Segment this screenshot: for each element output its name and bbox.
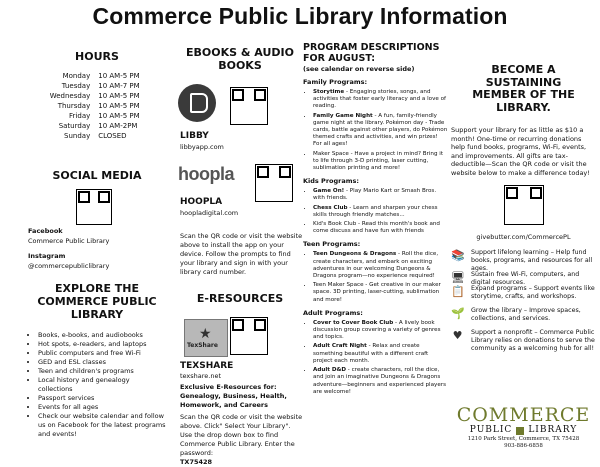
instagram-handle: @commercepubliclibrary [28, 262, 110, 270]
hours-time: 10 AM-5 PM [98, 112, 140, 120]
benefit-text: Sustain free Wi-Fi, computers, and digital resources. [471, 271, 580, 286]
benefit-text: Grow the library – Improve spaces, collections, and services. [471, 307, 581, 322]
list-item: • GED and ESL classes [38, 358, 166, 367]
hours-heading: HOURS [75, 50, 119, 63]
program-title: Adult Craft Night [313, 343, 367, 350]
easel-icon: 📋 [451, 285, 465, 298]
hours-row [40, 71, 148, 81]
explore-heading: EXPLORE THE COMMERCE PUBLIC LIBRARY [37, 282, 157, 321]
star-icon: ★ [199, 326, 212, 342]
list-item: • Local history and genealogy collections [38, 376, 166, 394]
list-item: • Hot spots, e-readers, and laptops [38, 340, 166, 349]
brand-subtitle: PUBLIC LIBRARY [469, 425, 578, 435]
program-item [313, 205, 448, 219]
programs-heading: PROGRAM DESCRIPTIONS FOR AUGUST: [303, 42, 440, 64]
givebutter-url: givebutter.com/CommercePL [476, 233, 571, 241]
texshare-tagline: Exclusive E-Resources for: Genealogy, Business, Health, Homework, and Careers [180, 383, 287, 409]
heart-hands-icon: ♥ [452, 329, 463, 342]
hoopla-qr-code [255, 164, 293, 202]
hours-time: 10 AM-5 PM [98, 102, 140, 110]
texshare-name: TEXSHARE [180, 361, 234, 371]
program-item [313, 113, 448, 149]
program-list [303, 188, 448, 235]
hours-day: Monday [62, 72, 91, 80]
benefit-text: Support a nonprofit – Commerce Public Library relies on donations to serve the community as a welcoming hub for all! [471, 329, 595, 352]
member-text: Support your library for as little as $10 a month! One-time or recurring donations help fund books, programs, Wi-Fi, events, and improvements. All gifts are tax-deductible—Scan the QR code or visit the website below to make a difference today! [451, 126, 590, 177]
hours-table [40, 71, 148, 141]
hours-row [40, 111, 148, 121]
benefit-text: Expand programs – Support events like storytime, crafts, and workshops. [471, 285, 595, 300]
program-title: Cover to Cover Book Club [313, 319, 394, 326]
hoopla-url: hoopladigital.com [180, 209, 239, 217]
hours-day: Wednesday [49, 92, 91, 100]
list-item: • Public computers and free Wi-Fi [38, 349, 166, 358]
program-item [313, 221, 448, 235]
program-title: Adult D&D [313, 367, 347, 374]
member-heading: BECOME A SUSTAINING MEMBER OF THE LIBRARY. [472, 63, 575, 114]
list-item: • Events for all ages [38, 403, 166, 412]
brand-address: 1210 Park Street, Commerce, TX 75428 [467, 436, 580, 442]
program-group-heading: Kids Programs: [303, 177, 359, 186]
program-item [313, 188, 448, 202]
book-icon [516, 427, 524, 435]
ebooks-heading: EBOOKS & AUDIO BOOKS [186, 46, 294, 72]
benefit-text: Support lifelong learning – Help fund books, programs, and resources for all ages. [471, 249, 593, 272]
texshare-url: texshare.net [180, 372, 222, 380]
brand-phone: 903-886-6858 [504, 443, 543, 449]
libby-url: libbyapp.com [180, 143, 224, 151]
facebook-qr-code [76, 189, 112, 225]
program-description: - create characters, roll the dice, and join an imaginative Dungeons & Dragons adventure—beginners and experienced players are welcome! [313, 367, 446, 395]
hours-row [40, 91, 148, 101]
list-item: • Passport services [38, 394, 166, 403]
program-title: Storytime [313, 89, 345, 95]
hours-day: Sunday [64, 132, 91, 140]
program-description: - A lively book discussion group covering a variety of genres and topics. [313, 319, 441, 341]
list-item: • Books, e-books, and audiobooks [38, 331, 166, 340]
hours-time: CLOSED [98, 132, 127, 140]
programs-subheading: (see calendar on reverse side) [303, 65, 415, 73]
hours-time: 10 AM-5 PM [98, 92, 140, 100]
facebook-label: Facebook [28, 227, 63, 235]
hours-row [40, 101, 148, 111]
monitor-icon: 🖥 [451, 271, 465, 284]
benefits-list [451, 249, 596, 369]
facebook-handle: Commerce Public Library [28, 237, 110, 245]
program-item [313, 343, 448, 365]
social-heading: SOCIAL MEDIA [52, 169, 142, 182]
program-description: - Play Mario Kart or Smash Bros. with friends. [313, 188, 437, 202]
program-group-heading: Adult Programs: [303, 308, 363, 317]
list-item: • Check our website calendar and follow us on Facebook for the latest programs and events! [38, 412, 166, 439]
libby-logo [178, 84, 216, 122]
texshare-logo [184, 319, 228, 357]
program-groups [303, 78, 448, 396]
hours-day: Friday [69, 112, 91, 120]
plant-icon: 🌱 [451, 307, 465, 320]
program-group-heading: Teen Programs: [303, 240, 361, 249]
instagram-label: Instagram [28, 252, 66, 260]
program-item [313, 320, 448, 342]
hours-time: 10 AM-5 PM [98, 72, 140, 80]
program-description: - Engaging stories, songs, and activities that foster early literacy and a love of reading. [313, 89, 447, 110]
program-description: Maker Space - Have a project in mind? Bring it to life through 3-D printing, laser cutting, sublimation printing and more! [313, 150, 444, 172]
program-title: Chess Club [313, 204, 348, 211]
hours-day: Tuesday [61, 82, 91, 90]
libby-name: LIBBY [180, 131, 209, 141]
libby-qr-code [230, 87, 268, 125]
program-group-heading: Family Programs: [303, 78, 368, 86]
hours-day: Thursday [57, 102, 91, 110]
program-list [303, 89, 448, 172]
program-description: - Relax and create something beautiful with a different craft project each month. [313, 343, 429, 364]
hours-time: 10 AM-2PM [98, 122, 138, 130]
library-brand [451, 405, 596, 450]
program-list [303, 320, 448, 396]
program-description: - Roll the dice, create characters, and embark on exciting adventures in our welcoming Dungeons & Dragons program—no experience required! [313, 251, 439, 280]
hoopla-name: HOOPLA [180, 197, 223, 207]
left-column [28, 38, 166, 439]
texshare-logo-text: TexShare [187, 342, 218, 349]
program-description: - A fun, family-friendly game night at the library. Pokémon day - Trade cards, battle against other players, do Pokémon themed crafts and activities, and win prizes! For all ages! [313, 112, 448, 148]
program-description: Teen Maker Space - Get creative in our maker space. 3D printing, laser-cutting, sublimation and more! [313, 282, 441, 303]
program-item [313, 367, 448, 396]
program-item [313, 89, 448, 111]
membership-column [451, 38, 596, 369]
page-title: Commerce Public Library Information [92, 3, 508, 29]
texshare-password: TX75428 [180, 458, 213, 466]
hours-day: Saturday [58, 122, 91, 130]
program-title: Teen Dungeons & Dragons [313, 251, 397, 258]
ebooks-column [178, 38, 302, 465]
hours-row [40, 81, 148, 91]
program-title: Game On! [313, 188, 345, 195]
hoopla-logo: hoopla [178, 164, 234, 184]
hours-row [40, 131, 148, 141]
texshare-qr-code [230, 317, 268, 355]
books-icon: 📚 [451, 249, 465, 262]
ebooks-instructions: Scan the QR code or visit the website above to install the app on your device. Follow the prompts to find your library and sign in with your library card number. [180, 232, 303, 276]
list-item: • Teen and children's programs [38, 367, 166, 376]
hours-row [40, 121, 148, 131]
texshare-instructions: Scan the QR code or visit the website above. Click" Select Your Library". Use the drop down box to find Commerce Public Library. Enter the password: TX75428 [180, 413, 303, 466]
eresources-heading: E-RESOURCES [196, 292, 284, 305]
program-title: Family Game Night [313, 112, 373, 119]
program-item [313, 282, 448, 304]
program-description: Kid's Book Club - Read this month's book and come discuss and have fun with friends [313, 221, 440, 235]
program-description: - Learn and sharpen your chess skills through friendly matches... [313, 204, 438, 218]
program-item [313, 151, 448, 173]
program-item [313, 251, 448, 280]
givebutter-qr-code [504, 185, 544, 225]
program-list [303, 251, 448, 303]
programs-column [303, 38, 448, 398]
explore-list [28, 331, 166, 439]
brand-name: COMMERCE [456, 404, 591, 426]
hours-time: 10 AM-7 PM [98, 82, 140, 90]
